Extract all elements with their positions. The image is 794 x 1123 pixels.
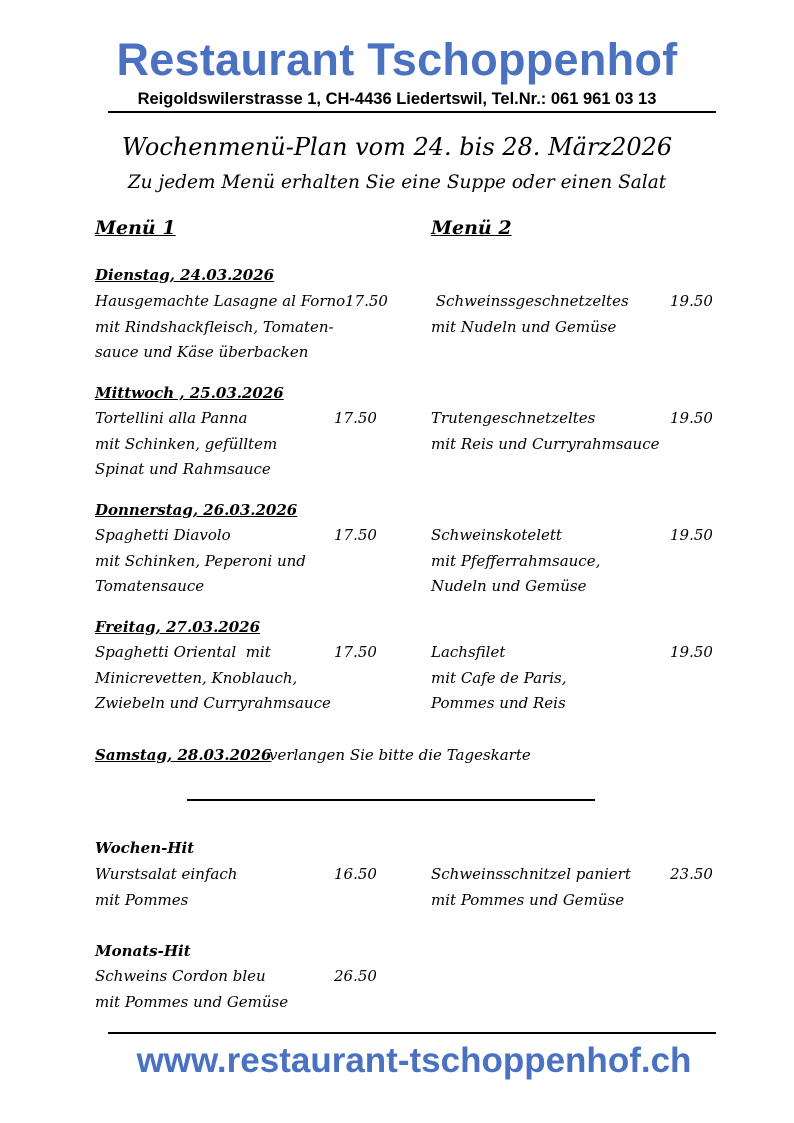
wochen-hit-dish-1	[95, 862, 237, 913]
day-heading-freitag: Freitag, 27.03.2026	[95, 618, 261, 636]
dish-line: mit Cafe de Paris,	[431, 668, 567, 687]
dish-line: Wurstsalat einfach	[95, 865, 238, 883]
monats-hit-dish-1	[95, 964, 288, 1015]
dish-line: mit Reis und Curryrahmsauce	[431, 434, 660, 453]
restaurant-address: Reigoldswilerstrasse 1, CH-4436 Liedertswil, Tel.Nr.: 061 961 03 13	[137, 90, 657, 108]
menu1-dish-dienstag	[95, 289, 345, 366]
dish-line: sauce und Käse überbacken	[95, 343, 309, 361]
day-heading-donnerstag: Donnerstag, 26.03.2026	[95, 501, 298, 519]
dish-line: Spinat und Rahmsauce	[95, 460, 271, 478]
menu2-price-dienstag: 19.50	[670, 292, 713, 310]
header-divider	[108, 111, 716, 113]
menu1-price-dienstag: 17.50	[345, 292, 388, 310]
dish-line: Schweins Cordon bleu	[95, 967, 266, 985]
dish-line: mit Pommes und Gemüse	[95, 992, 289, 1011]
menu2-dish-freitag	[431, 640, 566, 717]
dish-line: mit Nudeln und Gemüse	[431, 317, 617, 336]
dish-line: Tomatensauce	[95, 577, 205, 595]
dish-line: Pommes und Reis	[431, 694, 566, 712]
wochen-hit-dish-2	[431, 862, 631, 913]
monats-hit-price-1: 26.50	[334, 967, 377, 985]
menu1-price-freitag: 17.50	[334, 643, 377, 661]
dish-line: Lachsfilet	[431, 643, 506, 661]
column-heading-menu-2: Menü 2	[431, 217, 512, 239]
menu-plan-title: Wochenmenü-Plan vom 24. bis 28. März2026	[121, 133, 673, 161]
dish-line: mit Rindshackfleisch, Tomaten-	[95, 317, 334, 336]
dish-line: Spaghetti Diavolo	[95, 526, 231, 544]
dish-line: mit Schinken, Peperoni und	[95, 551, 306, 570]
monats-hit-heading: Monats-Hit	[95, 942, 191, 960]
dish-line: Trutengeschnetzeltes	[431, 409, 596, 427]
dish-line: mit Pommes und Gemüse	[431, 890, 625, 909]
dish-line: Tortellini alla Panna	[95, 409, 248, 427]
menu1-dish-freitag	[95, 640, 331, 717]
dish-line: Hausgemachte Lasagne al Forno	[95, 292, 346, 310]
dish-line: Minicrevetten, Knoblauch,	[95, 668, 298, 687]
dish-line: Nudeln und Gemüse	[431, 577, 587, 595]
wochen-hit-heading: Wochen-Hit	[95, 839, 195, 857]
website-link[interactable]: www.restaurant-tschoppenhof.ch	[136, 1041, 692, 1080]
column-heading-menu-1: Menü 1	[95, 217, 176, 239]
wochen-hit-price-2: 23.50	[670, 865, 713, 883]
dish-line: Schweinsschnitzel paniert	[431, 865, 631, 883]
menu2-dish-dienstag	[431, 289, 629, 340]
dish-line: Zwiebeln und Curryrahmsauce	[95, 694, 331, 712]
menu2-price-donnerstag: 19.50	[670, 526, 713, 544]
dish-line: Spaghetti Oriental mit	[95, 643, 271, 661]
wochen-hit-price-1: 16.50	[334, 865, 377, 883]
footer-divider	[108, 1032, 716, 1034]
menu1-price-donnerstag: 17.50	[334, 526, 377, 544]
menu2-dish-mittwoch	[431, 406, 659, 457]
menu2-price-mittwoch: 19.50	[670, 409, 713, 427]
menu1-dish-mittwoch	[95, 406, 277, 483]
dish-line: mit Schinken, gefülltem	[95, 434, 278, 453]
menu2-price-freitag: 19.50	[670, 643, 713, 661]
menu-plan-subtitle: Zu jedem Menü erhalten Sie eine Suppe oder einen Salat	[127, 172, 667, 193]
dish-line: mit Pfefferrahmsauce,	[431, 551, 601, 570]
menu1-dish-donnerstag	[95, 523, 306, 600]
day-heading-samstag: Samstag, 28.03.2026	[95, 746, 272, 764]
restaurant-name: Restaurant Tschoppenhof	[116, 34, 678, 85]
menu2-dish-donnerstag	[431, 523, 600, 600]
menu1-price-mittwoch: 17.50	[334, 409, 377, 427]
section-divider	[187, 799, 595, 801]
day-heading-dienstag: Dienstag, 24.03.2026	[95, 266, 275, 284]
day-heading-mittwoch: Mittwoch , 25.03.2026	[95, 384, 284, 402]
dish-line: mit Pommes	[95, 890, 189, 909]
dish-line: Schweinskotelett	[431, 526, 562, 544]
saturday-note: verlangen Sie bitte die Tageskarte	[269, 746, 531, 764]
dish-line: Schweinssgeschnetzeltes	[431, 292, 629, 310]
